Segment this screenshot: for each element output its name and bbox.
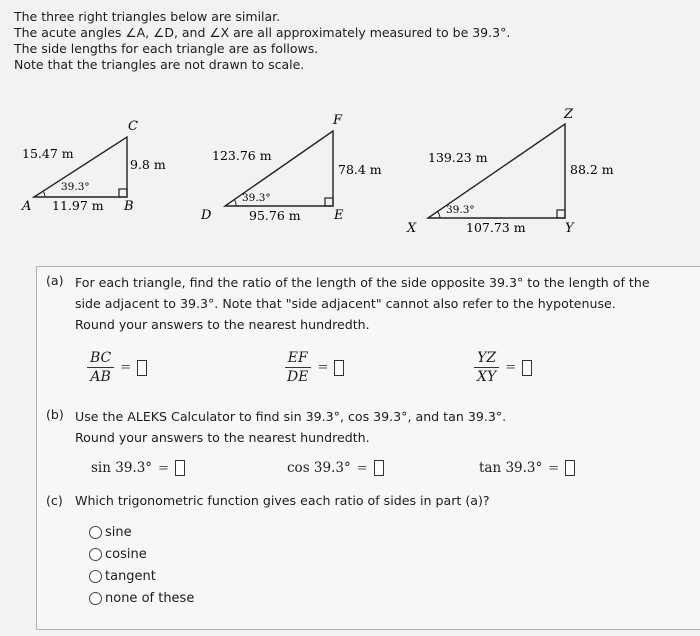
vertex-x: X	[407, 221, 417, 236]
cos-label: cos 39.3°	[287, 460, 351, 476]
hyp-xyz: 139.23 m	[428, 150, 488, 165]
numerator-yz: YZ	[474, 350, 499, 368]
sin-row	[91, 460, 185, 476]
sin-label: sin 39.3°	[91, 460, 153, 476]
ratio-bc-ab	[87, 350, 147, 385]
part-a-line-3: Round your answers to the nearest hundredth.	[75, 317, 370, 332]
intro-line-3: The side lengths for each triangle are as follows.	[14, 41, 319, 56]
tan-row	[479, 460, 575, 476]
part-c-label: (c)	[46, 493, 63, 508]
part-a-line-2: side adjacent to 39.3°. Note that "side adjacent" cannot also refer to the hypotenuse.	[75, 296, 616, 311]
opp-def: 78.4 m	[338, 162, 382, 177]
triangle-xyz	[406, 107, 614, 236]
answer-box-yz-xy[interactable]	[522, 360, 532, 376]
vertex-z: Z	[564, 107, 574, 122]
vertex-y: Y	[565, 221, 574, 236]
cos-row	[287, 460, 384, 476]
ratio-ef-de	[284, 350, 344, 385]
hyp-def: 123.76 m	[212, 148, 272, 163]
intro-line-1: The three right triangles below are similar.	[14, 9, 281, 24]
part-b-label: (b)	[46, 407, 64, 422]
vertex-c: C	[128, 119, 138, 134]
radio-button[interactable]	[89, 570, 102, 583]
denominator-xy: XY	[477, 369, 497, 385]
fraction-yz-xy	[474, 350, 499, 385]
fraction-bc-ab	[87, 350, 114, 385]
answer-box-ef-de[interactable]	[334, 360, 344, 376]
option-none-of-these[interactable]	[89, 591, 194, 606]
tan-label: tan 39.3°	[479, 460, 543, 476]
intro-line-4: Note that the triangles are not drawn to scale.	[14, 57, 305, 72]
equals-sign: =	[548, 460, 560, 476]
equals-sign: =	[317, 360, 329, 375]
option-label: sine	[105, 525, 132, 540]
answer-box-cos[interactable]	[374, 460, 384, 476]
radio-button[interactable]	[89, 548, 102, 561]
opp-xyz: 88.2 m	[570, 162, 614, 177]
part-a-label: (a)	[46, 273, 64, 288]
equals-sign: =	[120, 360, 132, 375]
equals-sign: =	[158, 460, 169, 476]
adj-xyz: 107.73 m	[466, 220, 526, 235]
part-a-line-1: For each triangle, find the ratio of the length of the side opposite 39.3° to the length of the	[75, 275, 650, 290]
angle-d: 39.3°	[242, 192, 271, 204]
vertex-f: F	[333, 113, 343, 128]
problem-intro	[14, 9, 614, 73]
option-label: cosine	[105, 547, 147, 562]
adj-def: 95.76 m	[249, 208, 301, 223]
fraction-ef-de	[284, 350, 311, 385]
intro-line-2: The acute angles ∠A, ∠D, and ∠X are all approximately measured to be 39.3°.	[14, 25, 511, 40]
answer-box-sin[interactable]	[175, 460, 185, 476]
part-b-line-2: Round your answers to the nearest hundredth.	[75, 430, 370, 445]
option-label: none of these	[105, 591, 195, 606]
numerator-ef: EF	[285, 350, 311, 368]
hyp-abc: 15.47 m	[22, 146, 74, 161]
opp-abc: 9.8 m	[130, 157, 166, 172]
radio-button[interactable]	[89, 526, 102, 539]
part-c-question: Which trigonometric function gives each ratio of sides in part (a)?	[75, 493, 490, 508]
answer-box-tan[interactable]	[565, 460, 575, 476]
angle-a: 39.3°	[61, 181, 90, 193]
option-sine[interactable]	[89, 525, 132, 540]
ratio-yz-xy	[474, 350, 532, 385]
option-tangent[interactable]	[89, 569, 156, 584]
equals-sign: =	[356, 460, 368, 476]
option-label: tangent	[105, 569, 156, 584]
triangle-abc	[21, 119, 166, 214]
radio-button[interactable]	[89, 592, 102, 605]
questions-panel	[36, 266, 700, 630]
part-a-text	[75, 272, 650, 335]
denominator-de: DE	[287, 369, 309, 385]
vertex-a: A	[22, 199, 32, 214]
angle-x: 39.3°	[446, 204, 475, 216]
vertex-d: D	[201, 208, 212, 223]
triangle-figures	[0, 100, 700, 240]
equals-sign: =	[505, 360, 517, 375]
adj-abc: 11.97 m	[52, 198, 104, 213]
part-b-text	[75, 406, 506, 448]
vertex-e: E	[334, 208, 344, 223]
denominator-ab: AB	[90, 369, 111, 385]
vertex-b: B	[124, 199, 134, 214]
triangle-def	[200, 113, 382, 223]
part-b-line-1: Use the ALEKS Calculator to find sin 39.3°, cos 39.3°, and tan 39.3°.	[75, 409, 507, 424]
numerator-bc: BC	[87, 350, 114, 368]
answer-box-bc-ab[interactable]	[137, 360, 147, 376]
option-cosine[interactable]	[89, 547, 147, 562]
